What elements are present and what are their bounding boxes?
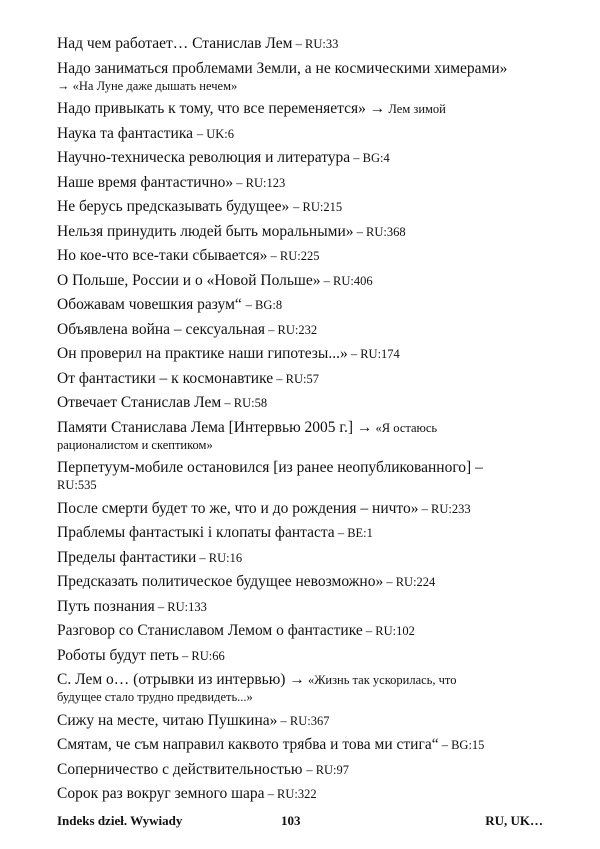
- entry-reference: – RU:233: [418, 501, 471, 516]
- entry-reference: – BE:1: [334, 526, 373, 540]
- index-entry: [57, 736, 557, 754]
- index-entry: [57, 35, 557, 53]
- entry-title: Нельзя принудить людей быть моральными»: [57, 222, 354, 240]
- index-entry: [57, 100, 557, 118]
- footer-languages: RU, UK…: [485, 813, 543, 828]
- index-entry: [57, 761, 557, 779]
- index-entry: [57, 174, 557, 192]
- entry-reference: – RU:406: [320, 273, 373, 288]
- entry-continuation: RU:535: [57, 478, 97, 492]
- entry-continuation: будущее стало трудно предвидеть...»: [57, 690, 253, 704]
- entry-title: С. Лем о… (отрывки из интервью) →: [57, 671, 305, 688]
- index-entry: [57, 712, 557, 730]
- entry-title: Обожавам човешкия разум“: [57, 296, 246, 313]
- index-entry: [57, 647, 557, 665]
- entry-title: Научно-техническа революция и литература: [57, 149, 351, 166]
- entry-title: Не берусь предсказывать будущее»: [57, 198, 294, 215]
- entry-title: Отвечает Станислав Лем: [57, 394, 222, 411]
- entry-title: Предсказать политическое будущее невозможно»: [57, 573, 384, 590]
- entry-reference: – RU:225: [267, 249, 320, 263]
- index-entry: [57, 247, 557, 265]
- entry-title: Разговор со Станиславом Лемом о фантастике: [57, 622, 363, 639]
- entry-reference: – UK:6: [196, 126, 235, 141]
- index-entry: [57, 785, 557, 803]
- entry-reference: – RU:368: [353, 224, 406, 239]
- entry-reference: – RU:33: [292, 37, 339, 51]
- entry-reference: – RU:133: [154, 599, 207, 614]
- entry-title: Путь познания: [57, 597, 155, 615]
- index-entry: [57, 622, 557, 640]
- index-entry: [57, 345, 557, 363]
- index-entry: [57, 573, 557, 591]
- entry-reference: «Жизнь так ускорилась, что: [304, 673, 457, 687]
- entry-title: Смятам, че съм направил каквото трябва и това ми стига“: [57, 736, 439, 753]
- index-list: [57, 35, 557, 810]
- entry-reference: – RU:322: [264, 787, 317, 801]
- entry-title: О Польше, России и о «Новой Польше»: [57, 271, 321, 289]
- entry-reference: «Я остаюсь: [372, 420, 438, 435]
- entry-title: Пределы фантастики: [57, 548, 197, 566]
- entry-title: Объявлена война – сексуальная: [57, 320, 265, 338]
- index-entry: [57, 598, 557, 616]
- index-entry: [57, 500, 557, 518]
- entry-title: Надо привыкать к тому, что все переменяется» →: [57, 100, 386, 117]
- entry-reference: – RU:232: [265, 322, 318, 337]
- entry-reference: – RU:57: [273, 371, 319, 386]
- entry-reference: – RU:66: [178, 648, 225, 663]
- entry-title: Но кое-что все-таки сбывается»: [57, 247, 268, 264]
- entry-reference: – RU:102: [362, 624, 415, 638]
- entry-reference: – RU:16: [196, 550, 243, 565]
- index-entry: [57, 549, 557, 567]
- entry-reference: – RU:224: [383, 575, 436, 589]
- index-entry: [57, 125, 557, 143]
- entry-title: Праблемы фантастыкі і клопаты фантаста: [57, 524, 335, 541]
- entry-title: Соперничество с действительностью: [57, 760, 307, 778]
- entry-title: Сорок раз вокруг земного шара: [57, 785, 265, 802]
- entry-title: Надо заниматься проблемами Земли, а не космическими химерами»: [57, 59, 508, 77]
- entry-continuation: рационалистом и скептиком»: [57, 437, 213, 452]
- entry-title: Сижу на месте, читаю Пушкина»: [57, 711, 278, 729]
- entry-title: Памяти Станислава Лема [Интервью 2005 г.] →: [57, 418, 373, 436]
- entry-reference: – RU:123: [233, 175, 286, 190]
- index-entry: [57, 198, 557, 216]
- entry-reference: – RU:215: [293, 200, 343, 214]
- index-entry: [57, 394, 557, 412]
- entry-title: Наше время фантастично»: [57, 173, 234, 191]
- entry-title: Наука та фантастика: [57, 124, 197, 142]
- index-entry: [57, 296, 557, 314]
- index-entry: [57, 60, 557, 94]
- entry-title: Над чем работает… Станислав Лем: [57, 35, 293, 52]
- entry-title: Роботы будут петь: [57, 646, 179, 664]
- entry-title: Перпетуум-мобиле остановился [из ранее неопубликованного] –: [57, 459, 483, 476]
- entry-reference: – RU:58: [221, 396, 268, 410]
- entry-title: После смерти будет то же, что и до рождения – ничто»: [57, 499, 419, 517]
- entry-reference: – RU:97: [306, 762, 350, 777]
- index-entry: [57, 419, 557, 453]
- entry-reference: Лем зимой: [385, 102, 446, 116]
- entry-title: От фантастики – к космонавтике: [57, 369, 274, 387]
- index-entry: [57, 459, 557, 493]
- footer-section-title: Indeks dzieł. Wywiady: [57, 813, 183, 828]
- entry-continuation: → «На Луне даже дышать нечем»: [57, 78, 238, 93]
- entry-reference: – BG:4: [350, 151, 390, 165]
- index-entry: [57, 524, 557, 542]
- entry-reference: – RU:367: [277, 713, 330, 728]
- index-entry: [57, 370, 557, 388]
- entry-title: Он проверил на практике наши гипотезы...»: [57, 345, 348, 362]
- entry-reference: – BG:15: [438, 738, 485, 752]
- index-entry: [57, 223, 557, 241]
- index-entry: [57, 671, 557, 705]
- page-number: 103: [281, 813, 301, 828]
- entry-reference: – RU:174: [347, 347, 400, 361]
- index-entry: [57, 321, 557, 339]
- entry-reference: – BG:8: [245, 298, 283, 312]
- index-entry: [57, 149, 557, 167]
- index-entry: [57, 272, 557, 290]
